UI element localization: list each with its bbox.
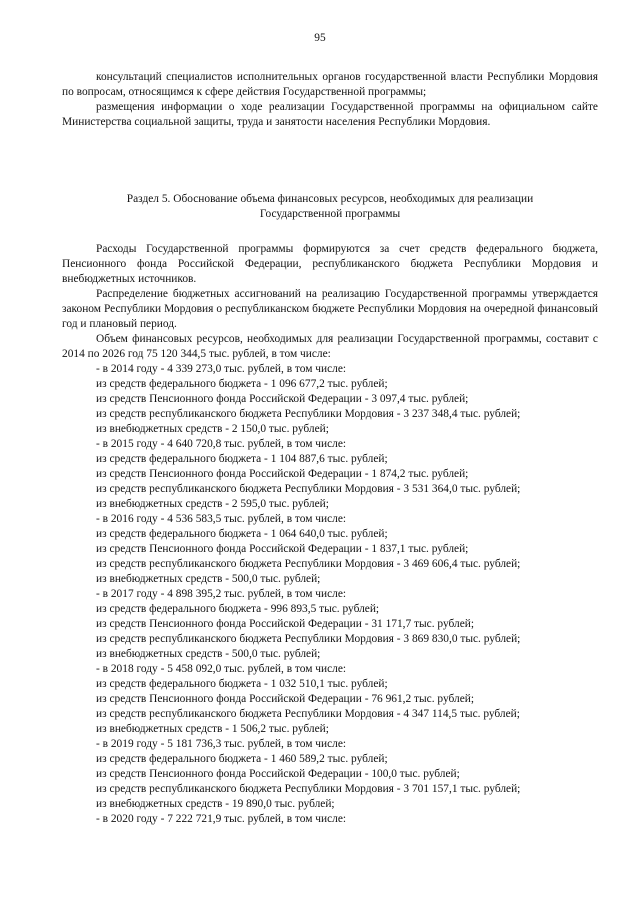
funding-line: - в 2018 году - 5 458 092,0 тыс. рублей, в том числе: <box>96 663 347 675</box>
intro-section <box>62 70 598 130</box>
funding-line: - в 2020 году - 7 222 721,9 тыс. рублей, в том числе: <box>96 813 347 825</box>
funding-line: из внебюджетных средств - 2 150,0 тыс. рублей; <box>96 423 329 435</box>
funding-line: из средств Пенсионного фонда Российской Федерации - 1 874,2 тыс. рублей; <box>96 468 469 480</box>
funding-line: из средств федерального бюджета - 1 104 887,6 тыс. рублей; <box>96 453 388 465</box>
funding-line: из средств республиканского бюджета Республики Мордовия - 4 347 114,5 тыс. рублей; <box>96 708 520 720</box>
funding-line: - в 2017 году - 4 898 395,2 тыс. рублей, в том числе: <box>96 588 347 600</box>
funding-line: из средств Пенсионного фонда Российской Федерации - 100,0 тыс. рублей; <box>96 768 460 780</box>
funding-line: из средств республиканского бюджета Республики Мордовия - 3 237 348,4 тыс. рублей; <box>96 408 521 420</box>
paragraph: размещения информации о ходе реализации Государственной программы на официальном сайте Министерства социальной защиты, труда и занятости населения Республики Мордовия. <box>62 101 598 128</box>
funding-line: из средств республиканского бюджета Республики Мордовия - 3 701 157,1 тыс. рублей; <box>96 783 521 795</box>
funding-line: - в 2016 году - 4 536 583,5 тыс. рублей, в том числе: <box>96 513 347 525</box>
funding-line: из средств Пенсионного фонда Российской Федерации - 1 837,1 тыс. рублей; <box>96 543 469 555</box>
funding-list <box>62 362 598 827</box>
funding-line: из внебюджетных средств - 19 890,0 тыс. рублей; <box>96 798 335 810</box>
funding-line: из внебюджетных средств - 2 595,0 тыс. рублей; <box>96 498 329 510</box>
section-heading <box>62 192 598 222</box>
section-heading-line: Государственной программы <box>259 208 401 220</box>
funding-line: из внебюджетных средств - 500,0 тыс. рублей; <box>96 573 321 585</box>
paragraph: Объем финансовых ресурсов, необходимых для реализации Государственной программы, составит с 2014 по 2026 год 75 120 344,5 тыс. рублей, в том числе: <box>62 333 598 360</box>
funding-line: - в 2019 году - 5 181 736,3 тыс. рублей, в том числе: <box>96 738 347 750</box>
funding-line: из средств федерального бюджета - 996 893,5 тыс. рублей; <box>96 603 380 615</box>
funding-line: из средств федерального бюджета - 1 460 589,2 тыс. рублей; <box>96 753 388 765</box>
funding-line: из средств федерального бюджета - 1 032 510,1 тыс. рублей; <box>96 678 388 690</box>
funding-line: из внебюджетных средств - 1 506,2 тыс. рублей; <box>96 723 329 735</box>
budget-section <box>62 242 598 827</box>
page-number: 95 <box>314 32 326 44</box>
paragraph: Распределение бюджетных ассигнований на реализацию Государственной программы утверждается законом Республики Мордовия о республиканском бюджете Республики Мордовия на очередной финансовый год и плановый период. <box>62 288 598 330</box>
funding-line: из средств Пенсионного фонда Российской Федерации - 31 171,7 тыс. рублей; <box>96 618 475 630</box>
funding-line: из средств республиканского бюджета Республики Мордовия - 3 469 606,4 тыс. рублей; <box>96 558 521 570</box>
section-heading-line: Раздел 5. Обоснование объема финансовых ресурсов, необходимых для реализации <box>126 193 534 205</box>
funding-line: - в 2014 году - 4 339 273,0 тыс. рублей, в том числе: <box>96 363 347 375</box>
funding-line: - в 2015 году - 4 640 720,8 тыс. рублей, в том числе: <box>96 438 347 450</box>
funding-line: из внебюджетных средств - 500,0 тыс. рублей; <box>96 648 321 660</box>
funding-line: из средств федерального бюджета - 1 096 677,2 тыс. рублей; <box>96 378 388 390</box>
funding-line: из средств республиканского бюджета Республики Мордовия - 3 869 830,0 тыс. рублей; <box>96 633 521 645</box>
funding-line: из средств республиканского бюджета Республики Мордовия - 3 531 364,0 тыс. рублей; <box>96 483 521 495</box>
funding-line: из средств Пенсионного фонда Российской Федерации - 3 097,4 тыс. рублей; <box>96 393 469 405</box>
funding-line: из средств Пенсионного фонда Российской Федерации - 76 961,2 тыс. рублей; <box>96 693 475 705</box>
paragraph: консультаций специалистов исполнительных органов государственной власти Республики Мордовия по вопросам, относящимся к сфере действия Государственной программы; <box>62 71 598 98</box>
paragraph: Расходы Государственной программы формируются за счет средств федерального бюджета, Пенсионного фонда Российской Федерации, республиканского бюджета Республики Мордовия и внебюджетных источников. <box>62 243 598 285</box>
funding-line: из средств федерального бюджета - 1 064 640,0 тыс. рублей; <box>96 528 388 540</box>
